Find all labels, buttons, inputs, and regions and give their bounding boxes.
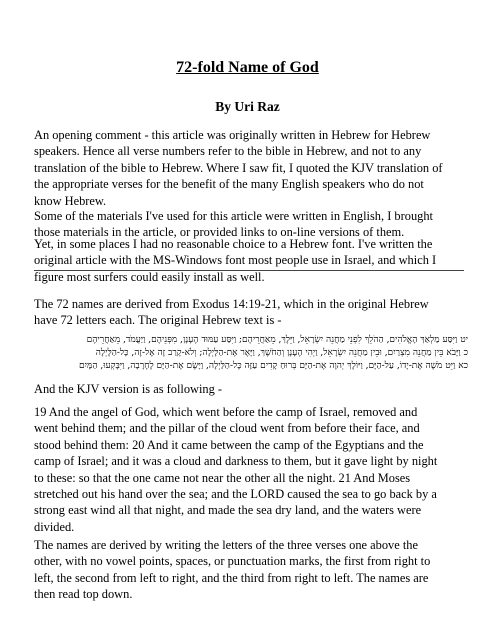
names-derivation-paragraph: The names are derived by writing the letters of the three verses one above the other, with no vowel points, spaces, or punctuation marks, the first from right to left, the second from left to right, and the third from right to left. The names are then read top down. [34,538,431,602]
horizontal-divider [34,270,464,271]
kjv-verses-paragraph: 19 And the angel of God, which went before the camp of Israel, removed and went behind them; and the pillar of the cloud went from before their face, and stood behind them: 20 And it came between the camp of the Egyptians and the camp of Israel; and it was a cloud and darkness to them, but it gave light by night to these: so that the one came not near the other all the night. 21 And Moses stretched out his hand over the sea; and the LORD caused the sea to go back by a strong east wind all that night, and made the sea dry land, and the waters were divided. [34,405,438,534]
materials-paragraph: Some of the materials I've used for this article were written in English, I brought those materials in the article, or provided links to on-line versions of them. [34,209,433,240]
hebrew-verse-21: כא וַיֵּט מֹשֶׁה אֶת-יָדוֹ, עַל-הַיָּם, וַיּוֹלֶךְ יְהוָה אֶת-הַיָּם בְּרוּחַ קָדִים עַזָּה כָּל-הַלַּיְלָה, וַיָּשֶׂם אֶת-הַיָּם לֶחָרָבָה, וַיִּבָּקְעוּ, הַמָּיִם [79,361,468,371]
hebrew-verse-19: יט וַיִּסַּע מַלְאַךְ הָאֱלֹהִים, הַהֹלֵךְ לִפְנֵי מַחֲנֵה יִשְׂרָאֵל, וַיֵּלֶךְ, מֵאַחֲרֵיהֶם; וַיִּסַּע עַמּוּד הֶעָנָן, מִפְּנֵיהֶם, וַיַּעֲמֹד, מֵאַחֲרֵיהֶם [86,335,468,345]
kjv-intro-paragraph: And the KJV version is as following - [34,382,223,396]
font-note-paragraph: Yet, in some places I had no reasonable choice to a Hebrew font. I've written the original article with the MS-Windows font most people use in Israel, and which I figure most surfers could easily install as well. [34,237,437,284]
page-title: 72-fold Name of God [176,59,319,76]
derivation-intro-paragraph: The 72 names are derived from Exodus 14:19-21, which in the original Hebrew have 72 letters each. The original Hebrew text is - [34,297,429,328]
hebrew-verse-20: כ וַיָּבֹא בֵּין מַחֲנֵה מִצְרַיִם, וּבֵין מַחֲנֵה יִשְׂרָאֵל, וַיְהִי הֶעָנָן וְהַחֹשֶׁךְ, וַיָּאֶר אֶת-הַלָּיְלָה; וְלֹא-קָרַב זֶה אֶל-זֶה, כָּל-הַלָּיְלָה [95,348,468,358]
opening-comment-paragraph: An opening comment - this article was originally written in Hebrew for Hebrew speakers. Hence all verse numbers refer to the bible in Hebrew, and not to any translation of the bible to Hebrew. Where I saw fit, I quoted the KJV translation of the appropriate verses for the benefit of the many English speakers who do not know Hebrew. [34,128,443,208]
author-byline: By Uri Raz [215,99,280,114]
